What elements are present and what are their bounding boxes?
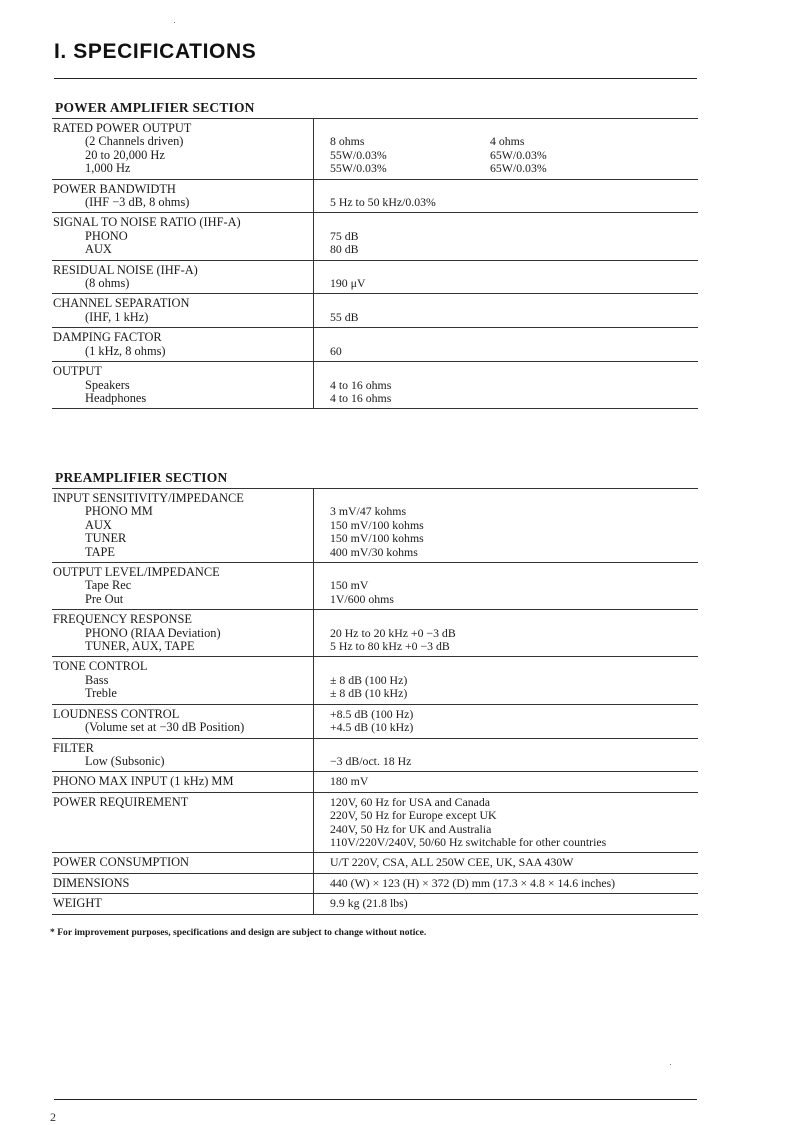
spec-sublabel: TUNER, AUX, TAPE: [85, 639, 195, 654]
spec-value: 55W/0.03%: [330, 161, 387, 176]
preamplifier-table: [52, 488, 698, 915]
spec-value: 180 mV: [330, 774, 369, 789]
spec-value-pair: [330, 162, 698, 175]
spec-value-cell: [314, 894, 698, 913]
spec-value: 400 mV/30 kohms: [330, 544, 418, 559]
spec-value-cell: [314, 610, 698, 656]
spec-value-pair: [330, 149, 698, 162]
spec-label: RESIDUAL NOISE (IHF-A): [53, 262, 198, 277]
spec-label-cell: [52, 119, 314, 179]
spec-value: 220V, 50 Hz for Europe except UK: [330, 808, 497, 823]
page-number: 2: [50, 1110, 56, 1124]
spec-row-output: [52, 362, 698, 409]
spec-sublabel: (Volume set at −30 dB Position): [85, 720, 245, 735]
spec-row-output-level-impedance: [52, 563, 698, 610]
spec-row-weight: [52, 894, 698, 914]
spec-label: OUTPUT: [53, 364, 102, 379]
spec-value: 65W/0.03%: [490, 161, 547, 176]
spec-row-power-bandwidth: [52, 180, 698, 214]
spec-value: 150 mV/100 kohms: [330, 531, 424, 546]
spec-value: 55W/0.03%: [330, 147, 387, 162]
spec-value: 150 mV/100 kohms: [330, 517, 424, 532]
spec-label-cell: [52, 563, 314, 609]
spec-label: OUTPUT LEVEL/IMPEDANCE: [53, 565, 220, 580]
spec-value: 4 ohms: [490, 134, 525, 149]
spec-value: 9.9 kg (21.8 lbs): [330, 896, 408, 911]
spec-label-cell: [52, 213, 314, 259]
spec-sublabel: Speakers: [85, 377, 130, 392]
scan-speck: [174, 22, 175, 23]
spec-value-pair: [330, 135, 698, 148]
spec-value: 75 dB: [330, 228, 359, 243]
spec-value-cell: [314, 772, 698, 791]
spec-value: 5 Hz to 50 kHz/0.03%: [330, 195, 436, 210]
spec-value: 8 ohms: [330, 134, 365, 149]
spec-label: INPUT SENSITIVITY/IMPEDANCE: [53, 491, 244, 505]
spec-value: 60: [330, 343, 342, 358]
spec-label-cell: [52, 657, 314, 703]
spec-label-cell: [52, 489, 314, 562]
spec-label: LOUDNESS CONTROL: [53, 706, 180, 721]
spec-row-loudness-control: [52, 705, 698, 739]
spec-sublabel: Bass: [85, 672, 109, 687]
spec-value: 120V, 60 Hz for USA and Canada: [330, 794, 491, 809]
spec-value: 4 to 16 ohms: [330, 390, 392, 405]
spec-label: RATED POWER OUTPUT: [53, 121, 192, 135]
spec-row-power-consumption: [52, 853, 698, 873]
spec-sublabel: (2 Channels driven): [85, 134, 184, 149]
spec-value-cell: [314, 261, 698, 294]
spec-sublabel: Treble: [85, 686, 117, 701]
spec-sublabel: Pre Out: [85, 591, 124, 606]
spec-value-cell: [314, 294, 698, 327]
spec-value: 20 Hz to 20 kHz +0 −3 dB: [330, 625, 456, 640]
spec-value-cell: [314, 705, 698, 738]
spec-label-cell: [52, 294, 314, 327]
power-amplifier-table: [52, 118, 698, 409]
footer-rule: [54, 1099, 697, 1100]
spec-row-power-requirement: [52, 793, 698, 854]
spec-sublabel: (8 ohms): [85, 276, 130, 291]
spec-value: ± 8 dB (100 Hz): [330, 672, 408, 687]
page-title: I. SPECIFICATIONS: [54, 40, 257, 63]
spec-sublabel: (1 kHz, 8 ohms): [85, 343, 166, 358]
spec-row-dimensions: [52, 874, 698, 894]
spec-row-damping-factor: [52, 328, 698, 362]
footnote: * For improvement purposes, specifications and design are subject to change without notice.: [50, 927, 427, 938]
spec-label: SIGNAL TO NOISE RATIO (IHF-A): [53, 215, 241, 230]
spec-value-cell: [314, 180, 698, 213]
spec-sublabel: AUX: [85, 517, 112, 532]
spec-value-cell: [314, 657, 698, 703]
spec-sublabel: Low (Subsonic): [85, 753, 165, 768]
spec-label-cell: [52, 705, 314, 738]
spec-label-cell: [52, 853, 314, 872]
spec-value: ± 8 dB (10 kHz): [330, 686, 408, 701]
spec-value-cell: [314, 853, 698, 872]
spec-row-tone-control: [52, 657, 698, 704]
spec-value-cell: [314, 119, 698, 179]
spec-value: +4.5 dB (10 kHz): [330, 720, 414, 735]
spec-value: −3 dB/oct. 18 Hz: [330, 753, 412, 768]
spec-sublabel: TAPE: [85, 544, 115, 559]
spec-row-frequency-response: [52, 610, 698, 657]
spec-sublabel: 1,000 Hz: [85, 161, 131, 176]
spec-value: 3 mV/47 kohms: [330, 504, 407, 519]
spec-value: 65W/0.03%: [490, 147, 547, 162]
title-rule: [54, 78, 697, 79]
spec-label: POWER REQUIREMENT: [53, 794, 189, 809]
spec-value: +8.5 dB (100 Hz): [330, 706, 414, 721]
spec-value-cell: [314, 328, 698, 361]
spec-sublabel: PHONO: [85, 228, 128, 243]
spec-value-cell: [314, 874, 698, 893]
spec-row-filter: [52, 739, 698, 773]
spec-value: 440 (W) × 123 (H) × 372 (D) mm (17.3 × 4.8 × 14.6 inches): [330, 875, 616, 890]
spec-sublabel: 20 to 20,000 Hz: [85, 147, 165, 162]
spec-value: 80 dB: [330, 242, 359, 257]
spec-value: 240V, 50 Hz for UK and Australia: [330, 821, 492, 836]
spec-label: POWER BANDWIDTH: [53, 181, 176, 196]
spec-sublabel: AUX: [85, 242, 112, 257]
spec-label-cell: [52, 874, 314, 893]
preamplifier-heading: PREAMPLIFIER SECTION: [55, 470, 228, 485]
spec-label-cell: [52, 362, 314, 408]
spec-label: FREQUENCY RESPONSE: [53, 612, 192, 627]
spec-label-cell: [52, 180, 314, 213]
spec-label: DIMENSIONS: [53, 875, 130, 890]
spec-value: 55 dB: [330, 309, 359, 324]
spec-sublabel: PHONO (RIAA Deviation): [85, 625, 221, 640]
spec-sublabel: Headphones: [85, 390, 147, 405]
spec-row-rated-power-output: [52, 118, 698, 180]
spec-value: 150 mV: [330, 578, 369, 593]
spec-value-cell: [314, 563, 698, 609]
spec-label: CHANNEL SEPARATION: [53, 296, 190, 311]
spec-value-cell: [314, 213, 698, 259]
spec-label: WEIGHT: [53, 896, 102, 911]
spec-row-signal-to-noise-ratio-ihf-a: [52, 213, 698, 260]
spec-sublabel: TUNER: [85, 531, 127, 546]
spec-value: U/T 220V, CSA, ALL 250W CEE, UK, SAA 430W: [330, 855, 574, 870]
spec-value: 4 to 16 ohms: [330, 377, 392, 392]
spec-label-cell: [52, 261, 314, 294]
power-amplifier-heading: POWER AMPLIFIER SECTION: [55, 100, 255, 115]
spec-label: TONE CONTROL: [53, 659, 148, 674]
spec-sublabel: (IHF, 1 kHz): [85, 309, 149, 324]
spec-sublabel: (IHF −3 dB, 8 ohms): [85, 195, 190, 210]
spec-value: 110V/220V/240V, 50/60 Hz switchable for other countries: [330, 834, 607, 849]
spec-value-cell: [314, 739, 698, 772]
spec-label: PHONO MAX INPUT (1 kHz) MM: [53, 774, 234, 789]
spec-sublabel: PHONO MM: [85, 504, 153, 519]
spec-row-residual-noise-ihf-a: [52, 261, 698, 295]
spec-sublabel: Tape Rec: [85, 578, 132, 593]
spec-label-cell: [52, 793, 314, 853]
spec-label-cell: [52, 328, 314, 361]
spec-value: 5 Hz to 80 kHz +0 −3 dB: [330, 639, 450, 654]
spec-value: 190 μV: [330, 276, 366, 291]
spec-value-cell: [314, 489, 698, 562]
spec-row-channel-separation: [52, 294, 698, 328]
spec-row-input-sensitivity-impedance: [52, 488, 698, 563]
spec-value-cell: [314, 793, 698, 853]
spec-value: 1V/600 ohms: [330, 591, 394, 606]
spec-label: FILTER: [53, 740, 94, 755]
spec-label-cell: [52, 772, 314, 791]
spec-value-cell: [314, 362, 698, 408]
spec-label-cell: [52, 894, 314, 913]
spec-row-phono-max-input-1-khz-mm: [52, 772, 698, 792]
scan-speck: [670, 1064, 671, 1065]
spec-label: DAMPING FACTOR: [53, 330, 162, 345]
spec-label: POWER CONSUMPTION: [53, 855, 189, 870]
spec-label-cell: [52, 739, 314, 772]
spec-label-cell: [52, 610, 314, 656]
